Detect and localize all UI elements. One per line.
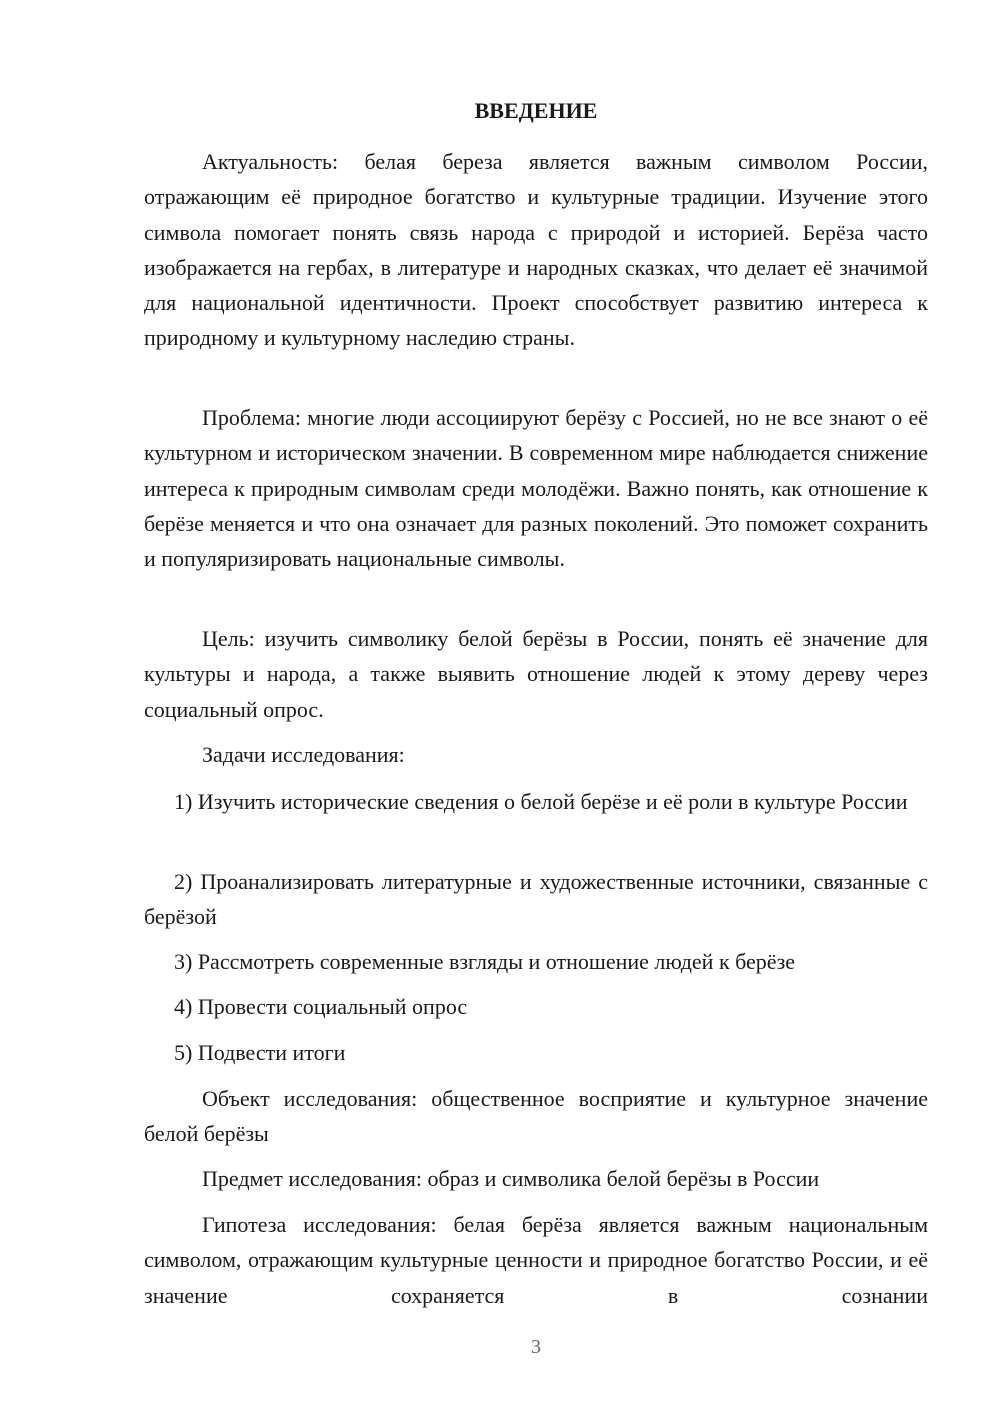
tasks-heading: Задачи исследования:: [202, 742, 405, 767]
goal-paragraph: Цель: изучить символику белой берёзы в России, понять её значение для культуры и народа, а также выявить отношение людей к этому дереву через социальный опрос.: [144, 626, 928, 722]
task-item-1: 1) Изучить исторические сведения о белой берёзе и её роли в культуре России: [174, 789, 908, 814]
object-paragraph: Объект исследования: общественное восприятие и культурное значение белой берёзы: [144, 1086, 928, 1147]
task-item-2: 2) Проанализировать литературные и художественные источники, связанные с берёзой: [144, 869, 928, 930]
task-item-5: 5) Подвести итоги: [174, 1040, 346, 1065]
page-number: 3: [531, 1336, 541, 1358]
section-heading: ВВЕДЕНИЕ: [474, 98, 598, 123]
problem-paragraph: Проблема: многие люди ассоциируют берёзу с Россией, но не все знают о её культурном и историческом значении. В современном мире наблюдается снижение интереса к природным символам среди молодёжи. Важно понять, как отношение к берёзе меняется и что она означает для разных поколений. Это поможет сохранить и популяризировать национальные символы.: [144, 405, 928, 572]
hypothesis-paragraph: Гипотеза исследования: белая берёза является важным национальным символом, отражающим культурные ценности и природное богатство России, и её значение сохраняется в сознании: [144, 1212, 928, 1308]
relevance-paragraph: Актуальность: белая береза является важным символом России, отражающим её природное богатство и культурные традиции. Изучение этого символа помогает понять связь народа с природой и историей. Берёза часто изображается на гербах, в литературе и народных сказках, что делает её значимой для национальной идентичности. Проект способствует развитию интереса к природному и культурному наследию страны.: [144, 149, 928, 351]
task-item-3: 3) Рассмотреть современные взгляды и отношение людей к берёзе: [174, 949, 796, 974]
task-item-4: 4) Провести социальный опрос: [174, 994, 468, 1019]
subject-paragraph: Предмет исследования: образ и символика белой берёзы в России: [202, 1166, 820, 1191]
